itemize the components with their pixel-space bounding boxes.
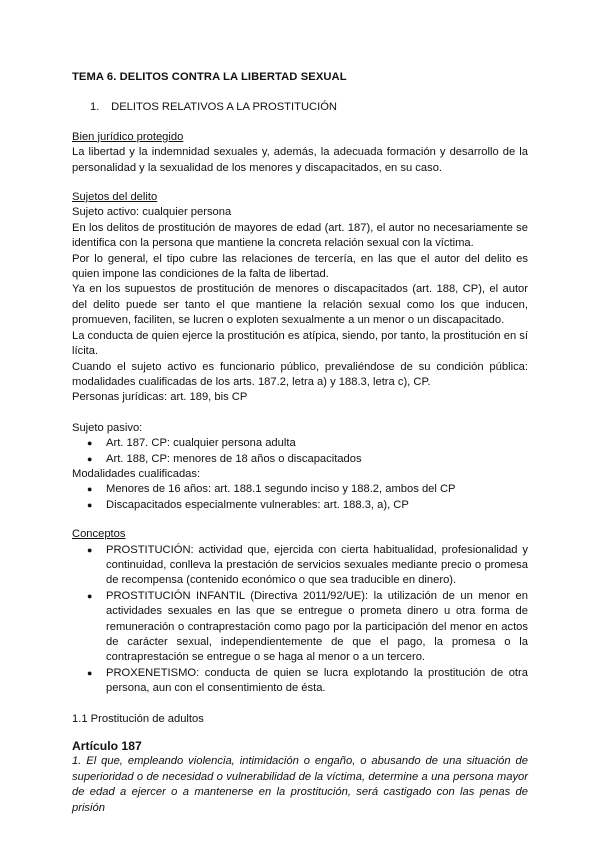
bien-juridico-text: La libertad y la indemnidad sexuales y, además, la adecuada formación y desarrollo de la personalidad y la sexualidad de los menores y discapacitados, en su caso. xyxy=(72,146,528,174)
sujetos-paragraph-2: Por lo general, el tipo cubre las relaciones de tercería, en las que el autor del delito es quien impone las condiciones de la falta de libertad. xyxy=(72,252,528,281)
sujetos-paragraph-3: Ya en los supuestos de prostitución de menores o discapacitados (art. 188, CP), el autor del delito puede ser tanto el que mantiene la relación sexual como los que inducen, promueven, faciliten, se lucren o exploten sexualmente a un menor o un discapacitado. xyxy=(72,283,528,327)
conceptos-heading: Conceptos xyxy=(72,528,126,541)
list-item: ● PROSTITUCIÓN: actividad que, ejercida con cierta habitualidad, profesionalidad y continuidad, conlleva la prestación de servicios sexuales mediante precio o promesa de recompensa (contenido económico o que sea traducible en dinero). xyxy=(106,543,528,589)
sujeto-activo: Sujeto activo: cualquier persona xyxy=(72,206,232,219)
modalidades-list xyxy=(72,482,528,513)
sujetos-paragraph-4: La conducta de quien ejerce la prostitución es atípica, siendo, por tanto, la prostitución en sí lícita. xyxy=(72,329,528,358)
list-item: ● Discapacitados especialmente vulnerables: art. 188.3, a), CP xyxy=(106,498,528,513)
list-item: ● PROSTITUCIÓN INFANTIL (Directiva 2011/92/UE): la utilización de un menor en actividades sexuales en las que se entregue o prometa dinero u otra forma de remuneración o contraprestación como pago por la participación del menor en actos de carácter sexual, independientemente de que el pago, la promesa o la contraprestación se entregue o se haga al menor o a un tercero. xyxy=(106,589,528,666)
list-item: ● Art. 187. CP: cualquier persona adulta xyxy=(106,436,528,451)
sujetos-heading: Sujetos del delito xyxy=(72,191,158,204)
modalidades-label: Modalidades cualificadas: xyxy=(72,467,201,480)
subsection-heading: 1.1 Prostitución de adultos xyxy=(72,712,204,725)
article-text: 1. El que, empleando violencia, intimidación o engaño, o abusando de una situación de superioridad o de necesidad o vulnerabilidad de la víctima, determine a una persona mayor de edad a ejercer o a mantenerse en la prostitución, será castigado con las penas de prisión xyxy=(72,755,528,814)
sujeto-pasivo-label: Sujeto pasivo: xyxy=(72,421,143,434)
bien-juridico-heading: Bien jurídico protegido xyxy=(72,130,184,143)
conceptos-list xyxy=(72,543,528,697)
list-item: ● PROXENETISMO: conducta de quien se lucra explotando la prostitución de otra persona, aun con el consentimiento de ésta. xyxy=(106,666,528,697)
list-item: ● Menores de 16 años: art. 188.1 segundo inciso y 188.2, ambos del CP xyxy=(106,482,528,497)
sujetos-paragraph-1: En los delitos de prostitución de mayores de edad (art. 187), el autor no necesariamente se identifica con la persona que mantiene la concreta relación sexual con la víctima. xyxy=(72,221,528,250)
section-heading-1 xyxy=(90,100,528,115)
section-number: 1. xyxy=(90,101,100,114)
section-label: DELITOS RELATIVOS A LA PROSTITUCIÓN xyxy=(111,101,337,114)
sujeto-pasivo-list xyxy=(72,436,528,467)
spacer xyxy=(72,406,528,421)
sujetos-paragraph-6: Personas jurídicas: art. 189, bis CP xyxy=(72,391,248,404)
page-title: TEMA 6. DELITOS CONTRA LA LIBERTAD SEXUAL xyxy=(72,71,347,83)
list-item: ● Art. 188, CP: menores de 18 años o discapacitados xyxy=(106,452,528,467)
sujetos-paragraph-5: Cuando el sujeto activo es funcionario público, prevaliéndose de su condición pública: modalidades cualificadas de los arts. 187.2, letra a) y 188.3, letra c), CP. xyxy=(72,360,528,388)
article-heading: Artículo 187 xyxy=(72,739,142,754)
